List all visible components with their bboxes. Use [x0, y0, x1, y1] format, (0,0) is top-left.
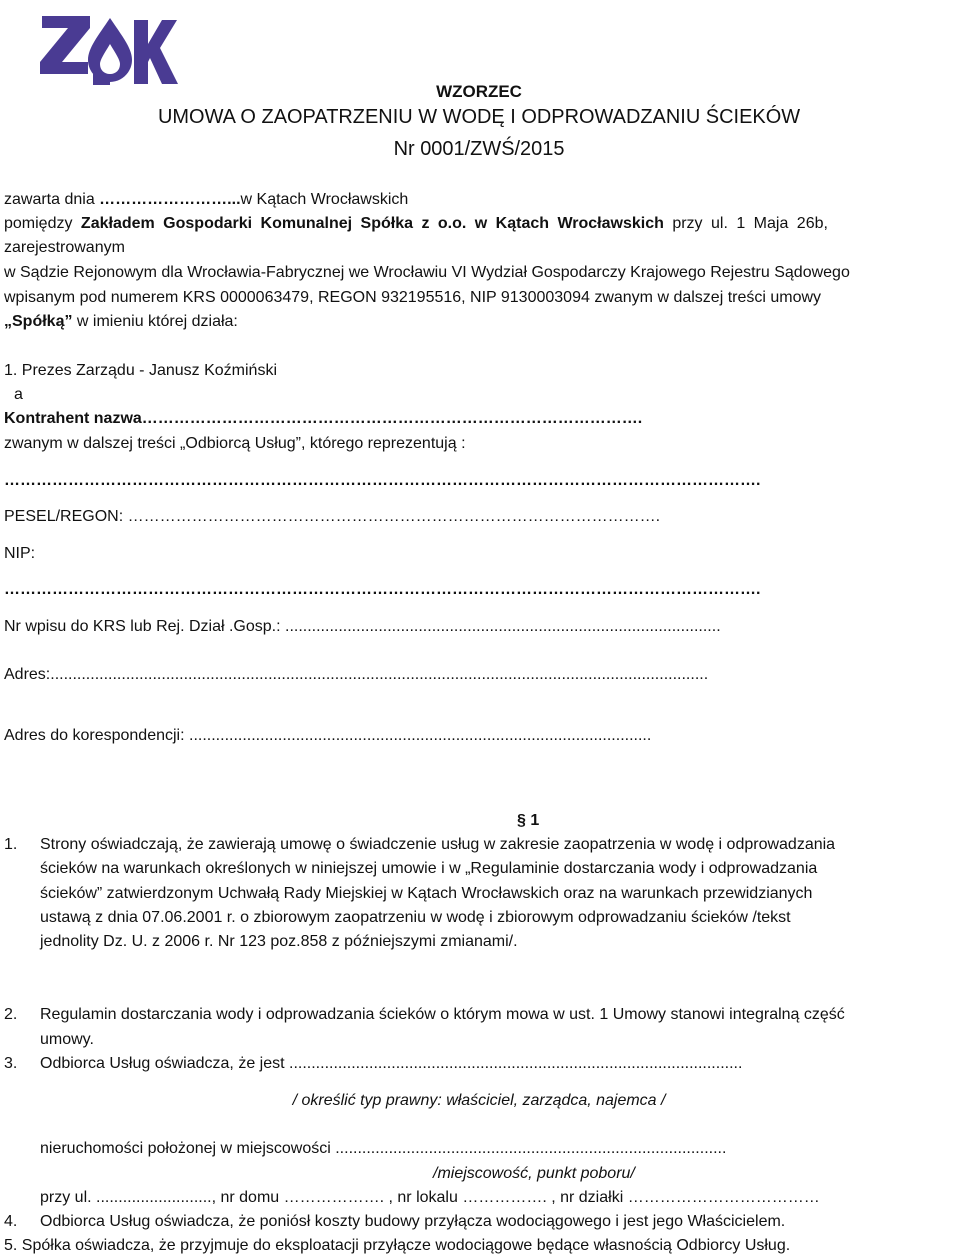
krs-field[interactable]: Nr wpisu do KRS lub Rej. Dział .Gosp.: .................................................................................................. — [4, 618, 721, 635]
paragraph-1-line: ścieków” zatwierdzonym Uchwałą Rady Miejskiej w Kątach Wrocławskich oraz na warunkach przewidzianych — [40, 885, 813, 902]
template-label: WZORZEC — [436, 82, 522, 101]
customer-definition: zwanym w dalszej treści „Odbiorcą Usług”, którego reprezentują : — [4, 435, 466, 452]
paragraph-1-number: 1. — [4, 836, 18, 853]
contractor-name-field[interactable]: Kontrahent nazwa…………………………………………………………………………………. — [4, 410, 643, 427]
company-address: przy ul. 1 Maja 26b, — [663, 215, 828, 232]
paragraph-1-line: jednolity Dz. U. z 2006 r. Nr 123 poz.858 z późniejszymi zmianami/. — [40, 933, 518, 950]
representatives-field[interactable]: ……………………………………………………………………………………………………………………………. — [4, 472, 761, 489]
nip-field[interactable]: ……………………………………………………………………………………………………………………………. — [4, 581, 761, 598]
pesel-regon-field[interactable]: PESEL/REGON: ………………………………………………………………………………………. — [4, 508, 661, 525]
paragraph-2-number: 2. — [4, 1006, 18, 1023]
paragraph-3-number: 3. — [4, 1055, 18, 1072]
intro-acting — [4, 312, 238, 332]
and-conjunction: a — [14, 386, 23, 403]
contract-number: Nr 0001/ZWŚ/2015 — [393, 138, 565, 160]
date-field[interactable]: ……………………... — [99, 191, 241, 208]
intro-party-line — [4, 214, 828, 234]
legal-type-field[interactable]: Odbiorca Usług oświadcza, że jest ...................................................................................................... — [40, 1055, 743, 1072]
intro-place: w Kątach Wrocławskich — [240, 191, 409, 208]
paragraph-4-text: Odbiorca Usług oświadcza, że poniósł koszty budowy przyłącza wodociągowego i jest jego Właścicielem. — [40, 1213, 786, 1230]
intro-date-line — [4, 190, 408, 210]
company-short-name: „Spółką” — [4, 313, 73, 330]
paragraph-1-line: ścieków na warunkach określonych w niniejszej umowie i w „Regulaminie dostarczania wody i odprowadzania — [40, 860, 818, 877]
legal-type-hint: / określić typ prawny: właściciel, zarządca, najemca / — [292, 1092, 666, 1109]
locality-field[interactable]: nieruchomości położonej w miejscowości ........................................................................................ — [40, 1140, 727, 1157]
paragraph-5-text: 5. Spółka oświadcza, że przyjmuje do eksploatacji przyłącze wodociągowe będące własnością Odbiorcy Usług. — [4, 1237, 791, 1254]
intro-court: w Sądzie Rejonowym dla Wrocławia-Fabrycznej we Wrocławiu VI Wydział Gospodarczy Krajowego Rejestru Sądowego — [4, 264, 850, 281]
intro-registered: zarejestrowanym — [4, 239, 125, 256]
intro-date-label: zawarta dnia — [4, 191, 100, 208]
representative: 1. Prezes Zarządu - Janusz Koźmiński — [4, 362, 277, 379]
paragraph-2-line: umowy. — [40, 1031, 94, 1048]
paragraph-1-line: ustawą z dnia 07.06.2001 r. o zbiorowym zaopatrzeniu w wodę i zbiorowym odprowadzaniu ścieków /tekst — [40, 909, 791, 926]
intro-acting-text: w imieniu której działa: — [72, 313, 238, 330]
section-sign: § 1 — [517, 812, 540, 829]
paragraph-1-line: Strony oświadczają, że zawierają umowę o świadczenie usług w zakresie zaopatrzenia w wodę i odprowadzania — [40, 836, 836, 853]
correspondence-address-field[interactable]: Adres do korespondencji: ........................................................................................................ — [4, 727, 652, 744]
paragraph-4-number: 4. — [4, 1213, 18, 1230]
company-logo — [38, 10, 178, 88]
contract-title: UMOWA O ZAOPATRZENIU W WODĘ I ODPROWADZANIU ŚCIEKÓW — [158, 106, 801, 128]
company-name: Zakładem Gospodarki Komunalnej Spółka z o.o. w Kątach Wrocławskich — [80, 215, 664, 232]
nip-label: NIP: — [4, 545, 36, 562]
locality-hint: /miejscowość, punkt poboru/ — [433, 1165, 635, 1182]
paragraph-2-line: Regulamin dostarczania wody i odprowadzania ścieków o którym mowa w ust. 1 Umowy stanowi integralną część — [40, 1006, 845, 1023]
intro-krs: wpisanym pod numerem KRS 0000063479, REGON 932195516, NIP 9130003094 zwanym w dalszej treści umowy — [4, 289, 822, 306]
address-field[interactable]: Adres:.................................................................................................................................................... — [4, 666, 709, 683]
street-details-field[interactable]: przy ul. .........................., nr domu ………………. , nr lokalu ……………. , nr działki ……………………………… — [40, 1189, 820, 1206]
intro-between: pomiędzy — [4, 215, 81, 232]
